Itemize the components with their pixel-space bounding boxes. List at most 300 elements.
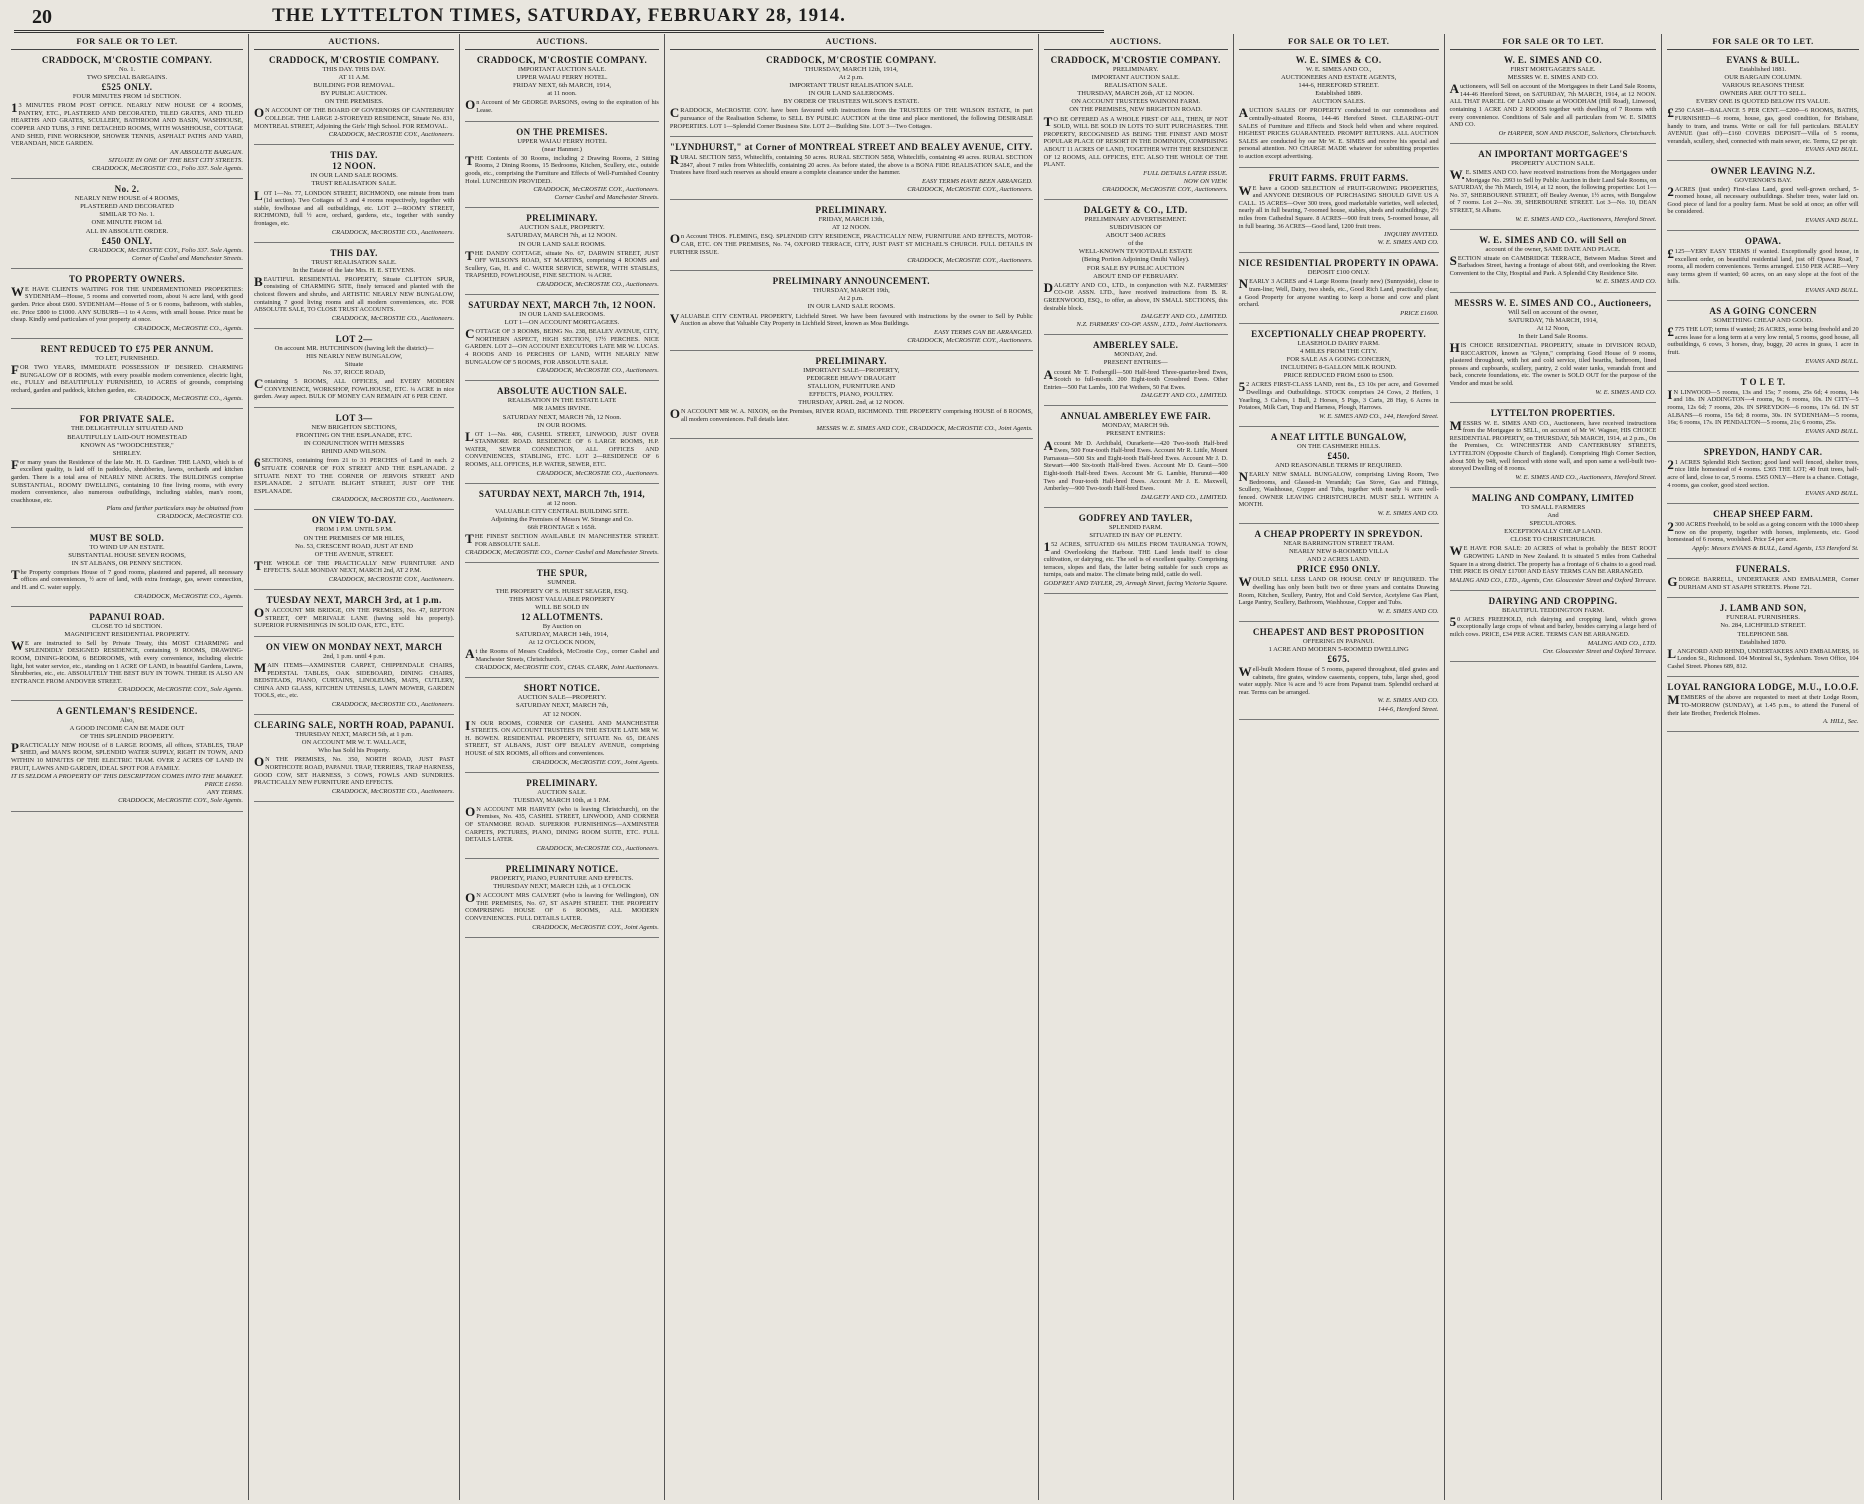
advertisement <box>254 332 454 408</box>
ad-signature: CRADDOCK, McCROSTIE CO., Agents. <box>134 592 244 600</box>
ad-body: THE FINEST SECTION AVAILABLE IN MANCHESTER STREET. FOR ABSOLUTE SALE. <box>465 531 659 548</box>
ad-line: CLOSE TO CHRISTCHURCH. <box>1510 536 1596 544</box>
ad-signature: CRADDOCK, McCROSTIE COY., Sole Agents. <box>118 686 244 694</box>
ad-signature: CRADDOCK, McCROSTIE CO., Auctioneers. <box>536 367 659 375</box>
ad-line: CRADDOCK, M'CROSTIE COMPANY. <box>1050 55 1221 65</box>
ad-body: 6SECTIONS, containing from 21 to 31 PERCHES of Land in each. 2 SITUATE CORNER OF FOX STREET AND THE ESPLANADE. 2 SITUATE NEXT TO THE CORNER OF JERVOIS STREET AND ESPLANADE. 2 SITUATE BLIGHT STREET, JUST OFF THE ESPLANADE. <box>254 455 455 495</box>
ad-line: AS A GOING CONCERN <box>1709 306 1817 317</box>
ad-line: SATURDAY NEXT, MARCH 7th, 12 Noon. <box>502 413 622 421</box>
column-header: AUCTIONS. <box>254 34 454 50</box>
ad-line: STALLION, FURNITURE AND <box>807 383 896 391</box>
ad-line: PROPERTY AUCTION SALE. <box>1511 159 1595 167</box>
ad-signature: W. E. SIMES AND CO., Auctioneers, Hereford Street. <box>1515 215 1657 223</box>
ad-line: £525 ONLY. <box>101 82 153 93</box>
ad-line: PEDIGREE HEAVY DRAUGHT <box>806 375 896 383</box>
ad-line: W. E. SIMES AND CO. will Sell on <box>1479 234 1627 245</box>
ad-line: SATURDAY, MARCH 14th, 1914, <box>515 630 609 638</box>
ad-line: ABOUT 3400 ACRES <box>1105 232 1166 240</box>
ad-line: AT 12 NOON. <box>542 710 582 718</box>
ad-signature: A. HILL, Sec. <box>1822 718 1859 726</box>
column <box>460 34 665 1500</box>
column-header: FOR SALE OR TO LET. <box>1667 34 1858 50</box>
ad-line: AT 12 NOON. <box>831 224 871 232</box>
ad-signature: 144-6, Hereford Street. <box>1377 705 1439 713</box>
ad-line: CRADDOCK, M'CROSTIE COMPANY. <box>41 55 213 65</box>
ad-line: TUESDAY NEXT, MARCH 3rd, at 1 p.m. <box>266 595 442 606</box>
ad-line: PRELIMINARY. <box>526 777 598 788</box>
advertisement <box>1239 256 1439 324</box>
ad-line: IN ST ALBANS, OR PENNY SECTION. <box>71 559 183 567</box>
ad-line: 12 NOON. <box>332 161 376 172</box>
ad-line: SATURDAY, MARCH 7th, at 12 NOON. <box>507 232 617 240</box>
advertisement <box>670 53 1033 137</box>
ad-body: HIS CHOICE RESIDENTIAL PROPERTY, situate in DIVISION ROAD, RICCARTON, known as "Glynn," comprising Good House of 9 rooms, plastered throughout, with hot and cold service, tiled hearths, bathroom, lined presses and cupboards, scullery, pantry, 2 cold water tanks, verandah front and back, concrete foundations, etc. The owner is SOLD OUT for the purpose of the Vendor and must be sold. <box>1449 339 1657 387</box>
advertisement <box>1667 562 1858 598</box>
ad-line: IN OUR LAND SALE ROOMS. <box>518 240 606 248</box>
ad-line: NEARLY NEW HOUSE of 4 ROOMS, <box>74 195 180 203</box>
ad-line: A NEAT LITTLE BUNGALOW, <box>1270 431 1407 442</box>
advertisement <box>1667 445 1858 504</box>
ad-line: KNOWN AS "WOODCHESTER," <box>80 441 174 449</box>
ad-body: On Account THOS. FLEMING, ESQ. SPLENDID CITY RESIDENCE, PRACTICALLY NEW, FURNITURE AND EFFECTS, MOTOR-CAR, ETC. ON THE PREMISES, No. 74, OXFORD TERRACE, CITY, JUST PAST ST MICHAEL'S CHURCH. FULL DETAILS IN FURTHER ISSUE. <box>669 231 1033 256</box>
ad-line: J. LAMB AND SON, <box>1719 603 1807 614</box>
ad-body: THE WHOLE OF THE PRACTICALLY NEW FURNITURE AND EFFECTS. SALE MONDAY NEXT, MARCH 2nd, AT 2 P.M. <box>254 557 455 575</box>
column <box>1234 34 1445 1500</box>
ad-line: FOR SALE BY PUBLIC AUCTION <box>1086 264 1185 272</box>
advertisement <box>254 513 454 590</box>
ad-body: Account Mr T. Fothergill—500 Half-bred Three-quarter-bred Ewes, Scotch to full-mouth. 200 Eight-tooth Crossbred Ewes. Other Entries—500 Fat Lambs, 100 Fat Wethers, 50 Fat Ewes. <box>1043 366 1228 391</box>
ad-signature: Corner of Cashel and Manchester Streets. <box>131 254 244 262</box>
ad-line: CHEAPEST AND BEST PROPOSITION <box>1252 626 1425 637</box>
advertisement <box>1667 53 1858 161</box>
advertisement <box>254 148 454 242</box>
ad-line: No. 2. <box>114 184 140 195</box>
ad-body: 2300 ACRES Freehold, to be sold as a going concern with the 1000 sheep now on the property, together with horses, implements, etc. Good homestead of 6 rooms, woolshed. Price £4 per acre. <box>1667 519 1859 544</box>
ad-line: AND REASONABLE TERMS IF REQUIRED. <box>1275 461 1403 469</box>
ad-body: Account Mr D. Archibald, Ourarkerie—420 Two-tooth Half-bred Ewes, 500 Four-tooth Half-bred Ewes. Account Mr R. Little, Mount Parnassus—500 Six and Eight-tooth Half-bred Ewes. Account Mr J. D. Stewart—400 Six-tooth Half-bred Ewes. Account Mr D. Grant—500 Eight-tooth Half-bred Ewes. Account Mr G. Lambie, Hurunui—400 Two and Four-tooth Half-bred Ewes. Account Mr J. E. Maxwell, Amberley—900 Two-tooth Half-bred Ewes. <box>1043 437 1228 493</box>
ad-body: 13 MINUTES FROM POST OFFICE. NEARLY NEW HOUSE OF 4 ROOMS, PANTRY, ETC., PLASTERED AND DECORATED, TILED GRATES, AND TILED HEARTHS AND GRATES, SCULLERY, BATHROOM AND BASIN, WASHHOUSE, COPPER AND TUBS, 3 FINE DETACHED ROOMS, WITH WASHHOUSE, COTTAGE AND SHED, FINE WORKSHOP, SHOWER TENNIS, ASPHALT PATHS AND YARD, VERANDAH, NICE GARDEN. <box>11 100 244 148</box>
ad-body: MEMBERS of the above are requested to meet at their Lodge Room, TO-MORROW (SUNDAY), at 1.45 p.m., to attend the Funeral of their late Brother, Frederick Holmes. <box>1667 692 1859 717</box>
ad-signature: W. E. SIMES AND CO. <box>1377 697 1439 705</box>
advertisement <box>1239 430 1439 524</box>
advertisement <box>465 53 659 122</box>
advertisement <box>1044 511 1228 594</box>
ad-line: AUCTION SALE. <box>537 788 587 796</box>
ad-signature: EVANS AND BULL. <box>1805 146 1859 154</box>
ad-line: THURSDAY NEXT, MARCH 5th, at 1 p.m. <box>295 731 413 739</box>
ad-line: SPECULATORS. <box>1529 520 1577 528</box>
ad-line: UPPER WAIAU FERRY HOTEL. <box>516 74 608 82</box>
advertisement <box>670 354 1033 439</box>
ad-line: AMBERLEY SALE. <box>1093 340 1179 351</box>
ad-signature: EVANS AND BULL. <box>1805 217 1859 224</box>
column <box>665 34 1039 1500</box>
ad-body: LANGFORD AND RHIND, UNDERTAKERS AND EMBALMERS, 16 London St., Richmond. 104 Montreal St., Sydenham. Town Office, 104 Cashel Street. Phones 689, 812. <box>1667 645 1859 670</box>
ad-line: SHORT NOTICE. <box>523 683 601 694</box>
ad-line: IN OUR LAND SALE ROOMS. <box>807 303 895 311</box>
ad-line: TELEPHONE 588. <box>1737 630 1789 638</box>
column <box>1445 34 1663 1500</box>
ad-signature: CRADDOCK, McCROSTIE CO., Folio 337. Sole Agents. <box>92 165 244 173</box>
ad-line: at 12 noon. <box>547 499 577 507</box>
column <box>1039 34 1234 1500</box>
ad-line: MONDAY, MARCH 9th. <box>1101 422 1170 430</box>
ad-signature: CRADDOCK, McCROSTIE CO., Auctioneers. <box>331 700 455 708</box>
ad-body: LOT 1—No. 77, LONDON STREET, RICHMOND, one minute from tram (1d section). Two Cottages of 3 and 4 rooms respectively, together with stable, fowlhouse and all outbuildings, etc. LOT 2—ROOMY STREET, RICHMOND, full ½ acre, orchard, gardens, etc., together with sundry frontages, etc. <box>254 187 455 227</box>
ad-line: A GOOD INCOME CAN BE MADE OUT <box>69 724 185 732</box>
ad-body: 152 ACRES, SITUATED 6¼ MILES FROM TAURANGA TOWN, and Overlooking the Harbour. THE Land lends itself to close cultivation, or dairying, etc. The soil is of excellent quality. Comprising terraces, slopes and flats, the latter being suitable for such crops as turnips, oats and maize. The climate being mild, cattle do well. <box>1043 539 1228 579</box>
ad-line: PRELIMINARY. <box>1112 66 1159 73</box>
ad-body: LOT 1—No. 486, CASHEL STREET, LINWOOD, JUST OVER STANMORE ROAD. RESIDENCE OF 6 LARGE ROOMS, H.P. WATER, SEWER CONNECTION, ALL OFFICES AND CONVENIENCES, STABLING, ETC. LOT 2—RESIDENCE OF 6 ROOMS, ALL OFFICES, H.P. WATER, SEWER, ETC. <box>465 428 659 469</box>
ad-body: THE DANDY COTTAGE, situate No. 67, DARWIN STREET, JUST OFF WILSON'S ROAD, ST MARTINS, comprising 4 ROOMS and Scullery, Gas, H. and C. WATER SERVICE, SEWER, WITH STABLES, TRAPSHED, FOWLHOUSE, FINE SECTION. ¼ ACRE. <box>465 247 659 280</box>
ad-line: ON THE PREMISES, NEW BRIGHTON ROAD. <box>1069 106 1203 114</box>
ad-signature: PRICE £1650. <box>204 781 244 789</box>
ad-line: WILL BE SOLD IN <box>535 603 589 611</box>
ad-line: ON THE CASHMERE HILLS. <box>1296 442 1381 450</box>
ad-line: BY PUBLIC AUCTION. <box>320 90 388 98</box>
ad-line: TO PROPERTY OWNERS. <box>68 273 186 284</box>
ad-body: THE Contents of 30 Rooms, including 2 Drawing Rooms, 2 Sitting Rooms, 2 Dining Rooms, 15 Bedrooms, Kitchen, Scullery, etc., outside goods, etc., comprising the Furniture and Effects of Well-Furnished Country Hotel. LUNCHEON PROVIDED. <box>465 152 659 185</box>
ad-body: TO BE OFFERED AS A WHOLE FIRST OF ALL, THEN, IF NOT SOLD, WILL BE SOLD IN LOTS TO SUIT PURCHASERS. THE PROPERTY, RECOGNISED AS BEING THE FINEST AND MOST POPULAR PLACE OF RESORT IN THE DOMINION, COMPRISING ABOUT 11 ACRES OF LAND, TOGETHER WITH THE RESIDENCE OF 12 ROOMS, ALL OFFICES, ETC. ALSO THE WHOLE OF THE PLANT. <box>1043 113 1228 169</box>
ad-line: SUMNER. <box>547 579 577 587</box>
ad-line: FUNERALS. <box>1735 564 1791 575</box>
advertisement <box>465 566 659 678</box>
ad-body: WE are instructed to Sell by Private Treaty, this MOST CHARMING and SPLENDIDLY DESIGNED RESIDENCE, containing 9 ROOMS, DRAWING-ROOM, DINING-ROOM, 6 BEDROOMS, with every convenience, including electric light, hot water service, etc., standing on 1 ACRE OF LAND, in beautiful Gardens, Lawns, Shrubberies, etc., etc. ABSOLUTELY THE BEST BUY IN TOWN. THERE IS ALSO AN ENTRANCE FROM ANDOVER STREET. <box>11 637 244 685</box>
ad-body: SECTION situate on CAMBRIDGE TERRACE, Between Madras Street and Barbadoes Street, having a frontage of about 66ft, and overlooking the River. Convenient to the City, Hospital and Park. A Splendid City Residence Site. <box>1449 252 1657 277</box>
ad-line: CRADDOCK, M'CROSTIE COMPANY. <box>476 55 648 65</box>
advertisement <box>1239 53 1439 168</box>
column <box>1662 34 1863 1500</box>
ad-body: 52 ACRES FIRST-CLASS LAND, rent 8s., £3 10s per acre, and Governed Dwellings and Outbuildings. STOCK comprises 24 Cows, 2 Heifers, 1 Yearling, 3 Calves, 1 Bull, 2 Horses, 5 Pigs, 3 Carts, 28 Hay, 6 Acres in Potatoes, Milk Cart, Trap and Harness, Plough, Harrows. <box>1238 379 1439 412</box>
ad-line: TO LET, FURNISHED. <box>95 354 159 362</box>
advertisement <box>11 610 243 701</box>
ad-body: WE HAVE CLIENTS WAITING FOR THE UNDERMENTIONED PROPERTIES: SYDENHAM—House, 5 rooms and converted room, about ¼ acre land, with good garden. Price about £600. SYDENHAM—House of 5 or 6 rooms, bathroom, with stables, etc. Price £800 to £1000. ANY SUBURB—1 to 4 Acres, with small house. Price must be cheap. Kindly send particulars of your property at once. <box>11 283 244 324</box>
ad-line: OWNER LEAVING N.Z. <box>1710 165 1816 176</box>
ad-body: 21 ACRES Splendid Rich Section; good land well fenced, shelter trees, nice little homestead of 4 rooms. £365 THE LOT; 40 fruit trees, half-acre of land, close to car, 5 rooms. £565 ONLY—Here is a chance. Cottage, 4 rooms, gas cooker, good sized section. <box>1667 456 1859 489</box>
ad-line: THIS MOST VALUABLE PROPERTY <box>509 595 615 603</box>
ad-line: TUESDAY, MARCH 10th, at 1 P.M. <box>513 796 611 804</box>
ad-line: AN IMPORTANT MORTGAGEE'S <box>1478 148 1628 159</box>
ad-line: ONE MINUTE FROM 1d. <box>91 219 163 227</box>
advertisement <box>254 246 454 329</box>
ad-line: (Being Portion Adjoining Omihi Valley). <box>1081 256 1190 264</box>
ad-line: ON ACCOUNT TRUSTEES WAINONI FARM. <box>1071 98 1200 106</box>
ad-signature: CRADDOCK, McCROSTIE COY., Folio 337. Sole Agents. <box>88 246 244 254</box>
ad-line: EFFECTS, PIANO, POULTRY. <box>809 391 894 399</box>
ad-line: IMPORTANT AUCTION SALE. <box>517 66 607 73</box>
ad-line: SUBDIVISION OF <box>1109 224 1162 232</box>
ad-line: CLOSE TO 1d SECTION. <box>91 622 163 630</box>
ad-line: AUCTION SALES. <box>1312 98 1366 106</box>
ad-line: ABOUT END OF FEBRUARY. <box>1093 272 1179 280</box>
ad-line: ANNUAL AMBERLEY EWE FAIR. <box>1060 411 1211 422</box>
advertisement <box>1667 375 1858 442</box>
ad-signature: CRADDOCK, McCROSTIE CO., Auctioneers. <box>331 314 455 322</box>
advertisement <box>465 862 659 938</box>
ad-line: WELL-KNOWN TEVIOTDALE ESTATE <box>1078 248 1193 256</box>
ad-body: MESSRS W. E. SIMES AND CO., Auctioneers, have received instructions from the Mortgagee to SELL, on account of Mr W. Wagner, HIS CHOICE RESIDENTIAL PROPERTY, on THURSDAY, 5th MARCH, 1914, at 2 p.m., On the Premises, Cr. WINCHESTER AND CANTERBURY STREETS, LYTTELTON (Opposite Church of England). Comprising High Corner Section, about 50ft by 94ft, well fenced with stone wall, and upon same a well-built two-storeyed Dwelling of 8 rooms. <box>1449 417 1657 473</box>
ad-line: THE PROPERTY OF S. HURST SEAGER, ESQ. <box>495 587 629 595</box>
ad-signature: CRADDOCK, McCROSTIE CO., Corner Cashel and Manchester Streets. <box>465 549 659 557</box>
ad-body: ON ACCOUNT MR BRIDGE, ON THE PREMISES, No. 47, REPTON STREET, OFF MERIVALE LANE (having sold his property). SUPERIOR FURNISHINGS IN SOLID OAK, ETC., ETC. <box>254 605 455 630</box>
page-number: 20 <box>32 6 52 28</box>
ad-line: SUBSTANTIAL HOUSE SEVEN ROOMS, <box>68 551 186 559</box>
advertisement <box>465 125 659 209</box>
ad-signature: MESSRS W. E. SIMES AND COY., CRADDOCK, McCROSTIE CO., Joint Agents. <box>816 424 1033 432</box>
ad-line: THURSDAY, APRIL 2nd, at 12 NOON. <box>798 399 905 407</box>
ad-line: IMPORTANT SALE—PROPERTY, <box>803 366 900 374</box>
ad-line: NEW BRIGHTON SECTIONS, <box>311 424 397 431</box>
ad-line: EXCEPTIONALLY CHEAP LAND. <box>1504 528 1602 536</box>
ad-line: TO WIND UP AN ESTATE. <box>89 543 165 551</box>
ad-line: PROPERTY, PIANO, FURNITURE AND EFFECTS. <box>490 874 634 882</box>
ad-body: DALGETY AND CO., LTD., in conjunction with N.Z. FARMERS' CO-OP. ASSN. LTD., have received instructions from B. R. GREENWOOD, ESQ., to offer, as above, IN SMALL SECTIONS, this desirable block. <box>1043 279 1228 312</box>
advertisement <box>11 342 243 410</box>
advertisement <box>465 298 659 381</box>
ad-signature: CRADDOCK, McCROSTIE CO., Auctioneers. <box>331 787 455 795</box>
ad-line: 4 MILES FROM THE CITY. <box>1300 348 1378 356</box>
ad-signature: SITUATE IN ONE OF THE BEST CITY STREETS. <box>108 156 244 164</box>
ad-line: FRONTING ON THE ESPLANADE, ETC. <box>295 432 413 440</box>
ad-signature: CRADDOCK, McCROSTIE COY., Auctioneers. <box>328 131 455 139</box>
advertisement <box>1450 53 1657 144</box>
ad-line: BUILDING FOR REMOVAL. <box>313 82 395 90</box>
ad-line: MUST BE SOLD. <box>89 532 165 543</box>
ad-body: GEORGE BARRELL, UNDERTAKER AND EMBALMER, Corner DURHAM AND ST ASAPH STREETS. Phone 721. <box>1667 574 1859 591</box>
ad-signature: INQUIRY INVITED. <box>1384 231 1439 239</box>
ad-signature: W. E. SIMES AND CO. <box>1595 278 1657 286</box>
ad-body: FOR TWO YEARS, IMMEDIATE POSSESSION IF DESIRED. CHARMING BUNGALOW OF 8 ROOMS, with every possible modern convenience, electric light, etc., FULLY and BEAUTIFULLY FURNISHED, 10 ACRES of grounds, comprising orchard, garden and paddock, kitchen garden, etc. <box>11 361 244 394</box>
ad-body: VALUABLE CITY CENTRAL PROPERTY, Lichfield Street. We have been favoured with instructions by the owner to Sell by Public Auction as above that Valuable City Property in Lichfield Street, known as Moa Buildings. <box>669 310 1033 328</box>
ad-signature: MALING AND CO., LTD. <box>1587 639 1657 647</box>
ad-line: SATURDAY NEXT, MARCH 7th, 1914, <box>478 488 646 499</box>
ad-line: W. E. SIMES AND CO. <box>1504 55 1603 65</box>
ad-line: AUCTION SALE—PROPERTY. <box>517 694 607 702</box>
ad-body: IN LINWOOD—5 rooms, 13s and 15s; 7 rooms, 25s 6d; 4 rooms, 14s and 18s. IN ADDINGTON—4 rooms, 9s; 6 rooms, 10s. IN CITY—5 rooms, 12s 6d; 7 rooms, 20s. IN SPREYDON—6 rooms, 17s 6d. IN ST ALBANS—6 rooms, 15s 6d; 8 rooms, 30s. IN SYDENHAM—5 rooms, 16s; 6 rooms, 17s. IN PENDALTON—5 rooms, 21s; 6 rooms, 25s. <box>1667 386 1859 427</box>
ad-line: At 2 p.m. <box>838 74 864 82</box>
ad-line: CHEAP SHEEP FARM. <box>1713 509 1813 520</box>
ad-line: MALING AND COMPANY, LIMITED <box>1471 492 1635 503</box>
ad-line: PRELIMINARY. <box>815 355 887 366</box>
ad-line: SOMETHING CHEAP AND GOOD. <box>1713 317 1813 325</box>
ad-line: IN OUR LAND SALEROOMS. <box>519 311 605 319</box>
ad-line: In their Land Sale Rooms. <box>1518 332 1588 340</box>
ad-line: FRIDAY, MARCH 13th, <box>818 216 885 224</box>
advertisement <box>465 211 659 295</box>
ad-body: ON ACCOUNT MR W. A. NIXON, on the Premises, RIVER ROAD, RICHMOND. THE PROPERTY comprising HOUSE of 8 ROOMS, all modern conveniences. Full details later. <box>669 406 1033 423</box>
ad-body: NEARLY 3 ACRES and 4 Large Rooms (nearly new) (Sunnyside), close to tram-line; Well, Dairy, two sheds, etc., Good Rich Land, practically clear, a Good Property for anyone wanting to keep a horse and cow and plant orchard. <box>1238 276 1439 309</box>
ad-body: ON ACCOUNT MRS CALVERT (who is leaving for Wellington), ON THE PREMISES, No. 67, ST ASAPH STREET. THE PROPERTY COMPRISING HOUSE OF 6 ROOMS, ALL MODERN CONVENIENCES. FULL DETAILS LATER. <box>465 890 659 922</box>
ad-line: OFFERING IN PAPANUI. <box>1302 637 1375 645</box>
ad-line: AT 11 A.M. <box>338 74 370 82</box>
ad-line: THE SPUR, <box>536 568 588 579</box>
ad-signature: CRADDOCK, McCROSTIE CO., Agents. <box>134 324 244 332</box>
ad-line: DALGETY & CO., LTD. <box>1083 205 1188 215</box>
advertisement <box>1450 406 1657 488</box>
ad-line: PRESENT ENTRIES: <box>1106 430 1166 438</box>
ad-line: SATURDAY NEXT, MARCH 7th, <box>515 702 609 710</box>
ad-line: A GENTLEMAN'S RESIDENCE. <box>56 705 198 716</box>
ad-signature: CRADDOCK, McCROSTIE CO., Auctioneers. <box>536 844 659 852</box>
ad-line: THURSDAY, MARCH 26th, AT 12 NOON. <box>1077 90 1195 98</box>
ad-line: Established 1870. <box>1739 638 1787 646</box>
column <box>6 34 249 1500</box>
ad-line: PRELIMINARY ANNOUNCEMENT. <box>772 276 930 287</box>
ad-line: RENT REDUCED TO £75 PER ANNUM. <box>40 343 214 354</box>
ad-signature: CRADDOCK, McCROSTIE COY., Auctioneers. <box>328 576 455 583</box>
ad-line: LOT 1—ON ACCOUNT MORTGAGEES. <box>504 319 620 327</box>
ad-line: PRELIMINARY NOTICE. <box>505 863 619 874</box>
ad-line: LOYAL RANGIORA LODGE, M.U., I.O.O.F. <box>1667 682 1859 693</box>
ad-line: PRICE REDUCED FROM £600 to £500. <box>1283 372 1394 380</box>
ad-line: DAIRYING AND CROPPING. <box>1488 595 1618 606</box>
ad-signature: CRADDOCK, McCROSTIE COY., Auctioneers. <box>907 186 1033 194</box>
ad-line: THIS DAY. <box>330 247 378 258</box>
column-header: AUCTIONS. <box>465 34 659 50</box>
ad-line: MR JAMES IRVINE. <box>533 405 591 413</box>
ad-line: "LYNDHURST," at Corner of MONTREAL STREET AND BEALEY AVENUE, CITY. <box>669 142 1033 153</box>
ad-line: TRUST REALISATION SALE. <box>311 180 397 188</box>
ad-line: £450. <box>1327 450 1350 461</box>
ad-line: NEAR BARRINGTON STREET TRAM. <box>1283 540 1394 548</box>
ad-line: £450 ONLY. <box>101 235 153 246</box>
advertisement <box>670 140 1033 200</box>
advertisement <box>1450 233 1657 293</box>
ad-signature: Cnr. Gloucester Street and Oxford Terrace. <box>1542 647 1657 655</box>
advertisement <box>465 487 659 564</box>
ad-body: RURAL SECTION 5855, Whitecliffs, containing 50 acres. RURAL SECTION 5858, Whitecliffs, containing 49 acres. RURAL SECTION 2847, about 7 miles from Whitecliffs, containing 20 acres. As before stated, the above is a BONA FIDE REALISATION SALE, and the Trustees have fixed such reserves as should ensure a complete clearance under the hammer. <box>669 152 1033 177</box>
ad-signature: Apply: Messrs EVANS & BULL, Land Agents, 153 Hereford St. <box>1692 545 1859 553</box>
ad-line: GODFREY AND TAYLER, <box>1078 512 1193 523</box>
ad-body: Well-built Modern House of 5 rooms, papered throughout, tiled grates and cabinets, fire grates, window casements, coppers, tubs, large shed, good water supply. Nice ¼ acre and ½ acre from Papanui tram. Splendid orchard at rear. Terms can be arranged. <box>1238 664 1439 696</box>
ad-line: TRUST REALISATION SALE. <box>311 258 397 266</box>
advertisement <box>465 681 659 772</box>
ad-signature: DALGETY AND CO., LIMITED. <box>1140 493 1228 501</box>
ad-body: 2ACRES (just under) First-class Land, good well-grown orchard, 5-roomed house, all necessary outbuildings. Shelter trees, water laid on. Good piece of land for a poultry farm. Must be sold at once; an offer will be considered. <box>1667 183 1859 216</box>
advertisement <box>465 776 659 859</box>
advertisement <box>1044 409 1228 507</box>
ad-line: Established 1881. <box>1739 66 1787 73</box>
ad-line: THURSDAY, MARCH 12th, 1914, <box>804 66 898 73</box>
ad-line: MESSRS W. E. SIMES AND CO. <box>1507 74 1599 82</box>
ad-signature: GODFREY AND TAYLER, 29, Armagh Street, facing Victoria Square. <box>1043 579 1228 587</box>
ad-line: In the Estate of the late Mrs. H. E. STEVENS. <box>292 266 416 274</box>
ad-body: Containing 5 ROOMS, ALL OFFICES, and EVERY MODERN CONVENIENCE, WORKSHOP, FOWLHOUSE, ETC. ¼ ACRE in nice garden. Away aspect. BULK OF MONEY CAN REMAIN AT 6 PER CENT. <box>254 376 455 401</box>
columns-container <box>6 34 1859 1500</box>
advertisement <box>254 593 454 637</box>
column-header: FOR SALE OR TO LET. <box>1450 34 1657 50</box>
ad-signature: EVANS AND BULL. <box>1805 427 1859 435</box>
ad-line: TWO SPECIAL BARGAINS. <box>86 74 168 82</box>
ad-line: ON THE PREMISES. <box>516 126 608 137</box>
ad-line: And <box>1547 511 1559 519</box>
ad-signature: CRADDOCK, McCROSTIE COY., Auctioneers. <box>907 336 1033 344</box>
advertisement <box>1239 625 1439 720</box>
ad-line: AUCTION SALE, PROPERTY. <box>519 224 605 232</box>
column <box>249 34 460 1500</box>
advertisement <box>1450 147 1657 230</box>
ad-line: THE DELIGHTFULLY SITUATED AND <box>70 425 184 433</box>
ad-signature: W. E. SIMES AND CO. <box>1595 388 1657 396</box>
advertisement <box>1239 327 1439 427</box>
ad-line: VALUABLE CITY CENTRAL BUILDING SITE. <box>495 507 629 515</box>
ad-line: T O L E T. <box>1740 376 1786 387</box>
ad-body: WE HAVE FOR SALE: 20 ACRES of what is probably the BEST ROOT GROWING LAND in New Zealand. It is situated 5 miles from Cathedral Square in a strong district. The property has a frontage of 6 chains to a good road. THE PRICE IS ONLY £1700! AND EASY TERMS CAN BE ARRANGED. <box>1449 543 1657 576</box>
ad-line: IMPORTANT TRUST REALISATION SALE. <box>789 82 914 90</box>
advertisement <box>11 53 243 179</box>
ad-line: SATURDAY NEXT, MARCH 7th, 12 NOON. <box>468 300 656 311</box>
ad-line: IMPORTANT AUCTION SALE. <box>1091 74 1180 82</box>
ad-line: ALL IN ABSOLUTE ORDER. <box>85 227 169 235</box>
ad-line: CRADDOCK, M'CROSTIE COMPANY. <box>766 55 937 65</box>
advertisement <box>1667 507 1858 559</box>
ad-line: CRADDOCK, M'CROSTIE COMPANY. <box>268 55 440 65</box>
ad-line: BEAUTIFUL TEDDINGTON FARM. <box>1501 606 1605 614</box>
ad-line: NEARLY NEW 8-ROOMED VILLA <box>1288 548 1389 556</box>
ad-line: W. E. SIMES & CO. <box>1295 55 1382 65</box>
ad-body: ON ACCOUNT MR HARVEY (who is leaving Christchurch), on the Premises, No. 435, CASHEL STREET, LINWOOD, AND CORNER OF STANMORE ROAD. SUPERIOR FURNISHINGS—AXMINSTER CARPETS, PICTURES, PIANO, DINING ROOM SUITE, ETC. FULL DETAILS LATER. <box>465 803 659 844</box>
ad-body: £125—VERY EASY TERMS if wanted. Exceptionally good house, in excellent order, on beautiful residential land, just off Opawa Road, 7 rooms, all modern conveniences. Terms arranged. £150 PER ACRE—Very easy terms given if wanted; 60 acres, on an easy slope at the foot of the hills. <box>1667 246 1859 286</box>
ad-signature: CRADDOCK, McCROSTIE COY., Auctioneers. <box>907 257 1033 265</box>
ad-line: PRESENT ENTRIES— <box>1103 359 1168 367</box>
ad-line: At 2 p.m. <box>838 295 864 303</box>
ad-signature: CRADDOCK, McCROSTIE CO., Auctioneers. <box>536 469 659 477</box>
advertisement <box>1044 338 1228 406</box>
ad-line: SPREYDON, HANDY CAR. <box>1703 446 1823 457</box>
ad-line: FROM 1 P.M. UNTIL 5 P.M. <box>315 526 393 534</box>
ad-line: ON THE PREMISES. <box>324 98 384 106</box>
ad-line: REALISATION SALE. <box>1104 82 1167 90</box>
ad-line: EVANS & BULL. <box>1726 55 1800 65</box>
advertisement <box>1450 491 1657 591</box>
ad-line: LOT 3— <box>335 413 373 423</box>
ad-line: ON ACCOUNT MR W. T. WALLACE, <box>301 739 407 747</box>
ad-line: of the <box>1128 240 1144 248</box>
ad-signature: DALGETY AND CO., LIMITED. <box>1140 392 1228 400</box>
ad-line: SIMILAR TO No. 1. <box>99 211 155 219</box>
advertisement <box>670 274 1033 351</box>
advertisement <box>1239 171 1439 254</box>
ad-body: CRADDOCK, McCROSTIE COY. have been favoured with instructions from the TRUSTEES OF THE WILSON ESTATE, in part pursuance of the Realisation Scheme, to SELL BY PUBLIC AUCTION at the time and place mentioned, the following DESIRABLE PROPERTIES. LOT 1—Splendid Corner Business Site. LOT 2—Building Site. LOT 3—Two Cottages. <box>669 105 1033 130</box>
ad-line: Will Sell on account of the owner, <box>1507 308 1599 316</box>
ad-signature: ANY TERMS. <box>207 789 244 797</box>
ad-line: Situate <box>344 361 364 369</box>
ad-signature: CRADDOCK, McCROSTIE CO., Agents. <box>134 395 244 403</box>
ad-line: 1 ACRE AND MODERN 5-ROOMED DWELLING <box>1268 645 1409 653</box>
ad-line: Adjoining the Premises of Messrs W. Strange and Co. <box>490 515 634 523</box>
ad-line: IN OUR LAND SALEROOMS. <box>808 90 895 98</box>
ad-line: A CHEAP PROPERTY IN SPREYDON. <box>1254 529 1423 540</box>
ad-line: MAGNIFICENT RESIDENTIAL PROPERTY. <box>64 630 190 638</box>
ad-signature: CRADDOCK, McCROSTIE COY., Auctioneers. <box>1102 185 1228 193</box>
ad-line: OWNERS ARE OUT TO SELL. <box>1719 90 1807 98</box>
advertisement <box>254 53 454 145</box>
ad-line: GOVERNOR'S BAY. <box>1734 176 1792 184</box>
ad-line: UPPER WAIAU FERRY HOTEL <box>517 137 607 145</box>
ad-line: PRELIMINARY. <box>815 205 887 216</box>
ad-line: PLASTERED AND DECORATED <box>80 203 174 211</box>
ad-line: BEAUTIFULLY LAID-OUT HOMESTEAD <box>67 433 187 441</box>
ad-line: RHIND AND WILSON. <box>321 448 387 456</box>
ad-signature: FULL DETAILS LATER ISSUE. <box>1143 169 1228 177</box>
ad-body: ON ACCOUNT OF THE BOARD OF GOVERNORS OF CANTERBURY COLLEGE. THE LARGE 2-STOREYED RESIDENCE, Situate No. 831, MONTREAL STREET, Adjoining the Girls' High School. FOR REMOVAL. <box>254 105 455 130</box>
ad-line: Also, <box>119 716 135 724</box>
ad-signature: Corner Cashel and Manchester Streets. <box>554 194 659 202</box>
ad-line: No. 53, CRESCENT ROAD, JUST AT END <box>295 542 413 550</box>
ad-line: SATURDAY, 7th MARCH, 1914, <box>1508 316 1598 324</box>
ad-line: LOT 2— <box>335 333 373 344</box>
ad-body: £775 THE LOT; terms if wanted; 26 ACRES, some being freehold and 20 acres lease for a long term at a very low rental, 5 rooms, good house, all outbuildings, 6 cows, 3 horses, dray, buggy, 20 acres in grass, 1 acre in fruit. <box>1667 324 1859 357</box>
